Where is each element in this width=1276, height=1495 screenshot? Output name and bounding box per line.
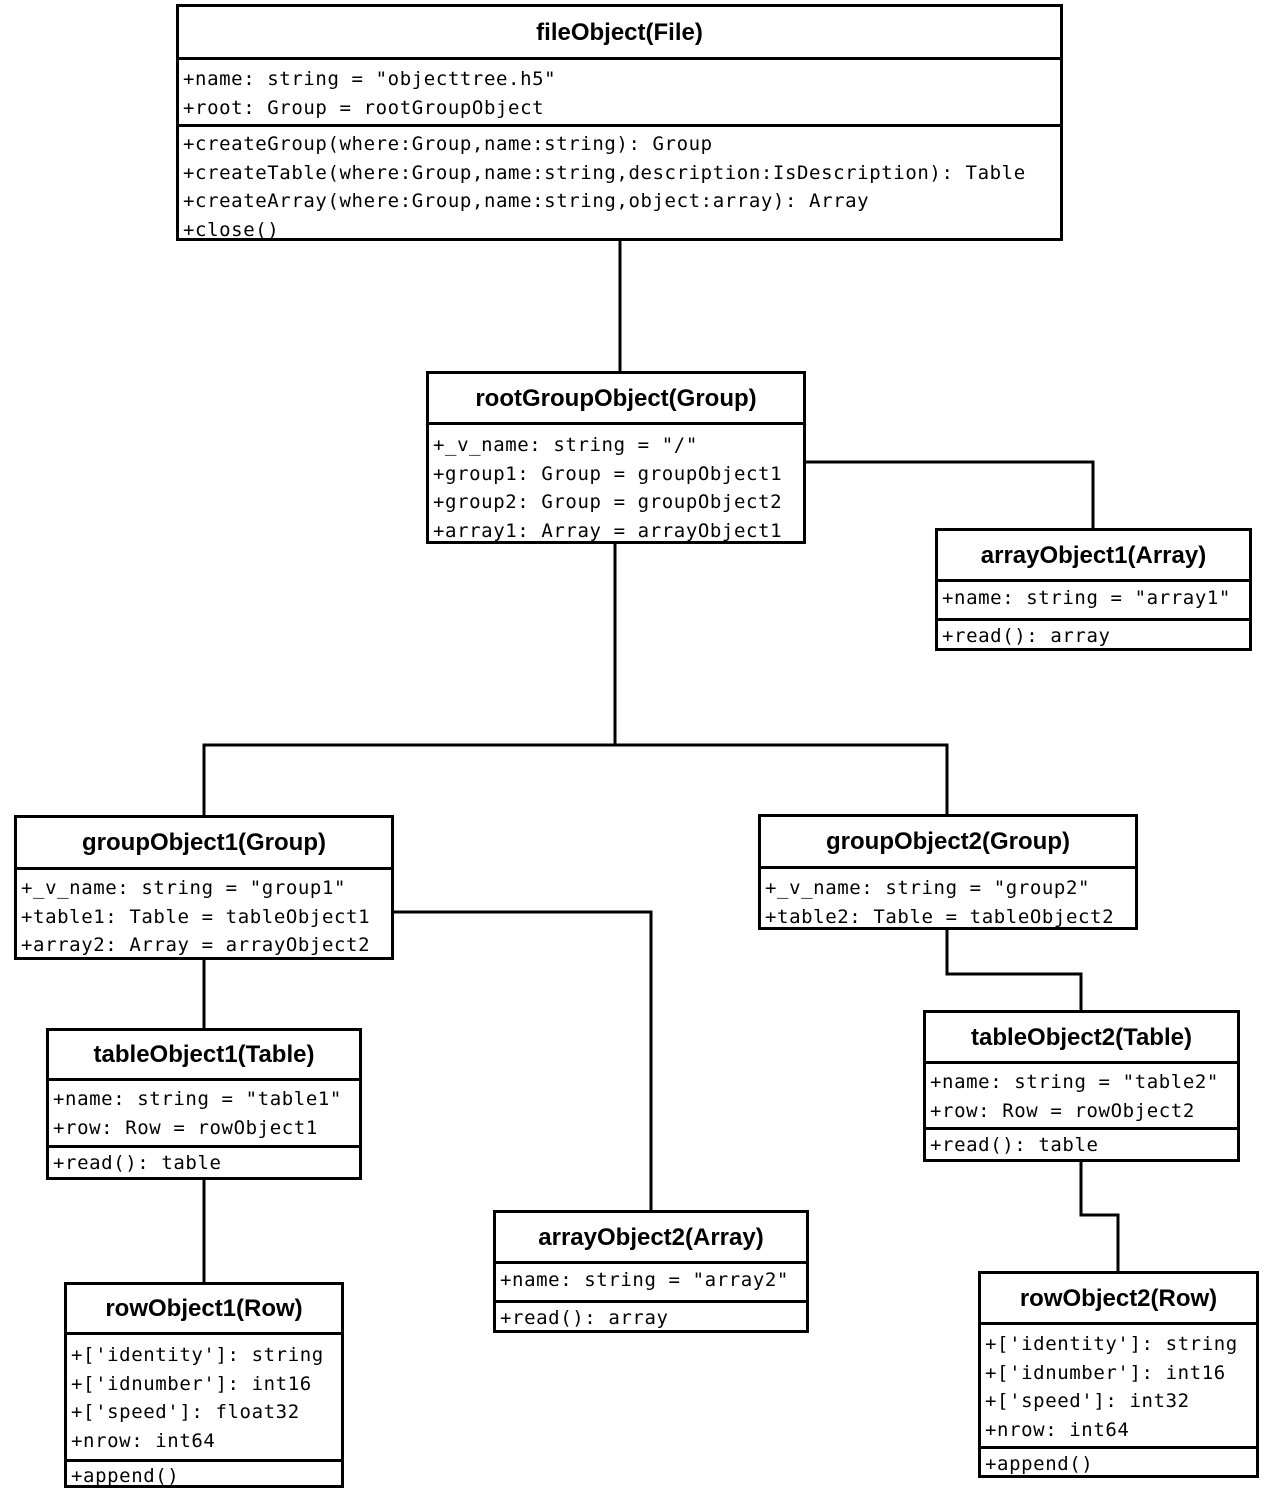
method-line: +read(): table xyxy=(930,1134,1099,1156)
methods-section xyxy=(496,1300,806,1337)
class-title: fileObject(File) xyxy=(179,7,1060,60)
connector-root-group1 xyxy=(204,745,615,816)
attributes-section xyxy=(938,582,1249,618)
class-title: groupObject2(Group) xyxy=(761,817,1135,869)
method-line: +read(): array xyxy=(500,1307,669,1329)
class-title: arrayObject1(Array) xyxy=(938,531,1249,582)
class-box-fileObject xyxy=(176,4,1063,241)
attribute-line: +nrow: int64 xyxy=(71,1429,216,1452)
attribute-line: +name: string = "array1" xyxy=(942,587,1231,609)
methods-section xyxy=(938,618,1249,655)
attribute-line: +_v_name: string = "/" xyxy=(433,434,698,456)
method-line: +append() xyxy=(71,1465,180,1487)
attribute-line: +table1: Table = tableObject1 xyxy=(21,905,371,928)
method-line: +createTable(where:Group,name:string,description:IsDescription): Table xyxy=(183,161,1026,184)
connector-root-group2 xyxy=(615,745,947,815)
connector-root-array1 xyxy=(804,462,1093,529)
class-box-arrayObject1 xyxy=(935,528,1252,651)
class-box-rootGroupObject xyxy=(426,371,806,544)
attributes-section xyxy=(17,870,391,964)
attribute-line: +row: Row = rowObject1 xyxy=(53,1116,318,1139)
connector-table2-row2 xyxy=(1081,1160,1118,1272)
class-title: tableObject1(Table) xyxy=(49,1031,359,1081)
connector-group1-array2 xyxy=(392,912,651,1211)
method-line: +read(): table xyxy=(53,1152,222,1174)
methods-section xyxy=(49,1145,359,1182)
class-title: rowObject2(Row) xyxy=(981,1274,1256,1325)
method-line: +close() xyxy=(183,218,280,241)
methods-section xyxy=(981,1446,1256,1483)
connector-group2-table2 xyxy=(947,928,1081,1011)
class-box-tableObject1 xyxy=(46,1028,362,1180)
attribute-line: +root: Group = rootGroupObject xyxy=(183,96,545,119)
attribute-line: +array2: Array = arrayObject2 xyxy=(21,934,371,956)
attribute-line: +group2: Group = groupObject2 xyxy=(433,491,783,513)
attribute-line: +nrow: int64 xyxy=(985,1418,1130,1441)
attributes-section xyxy=(981,1325,1256,1446)
method-line: +createArray(where:Group,name:string,object:array): Array xyxy=(183,190,870,212)
attribute-line: +_v_name: string = "group2" xyxy=(765,877,1091,899)
class-title: rootGroupObject(Group) xyxy=(429,374,803,425)
class-box-rowObject2 xyxy=(978,1271,1259,1478)
attribute-line: +['speed']: int32 xyxy=(985,1390,1190,1412)
attribute-line: +['idnumber']: int16 xyxy=(71,1372,312,1395)
method-line: +createGroup(where:Group,name:string): Group xyxy=(183,133,713,155)
class-box-rowObject1 xyxy=(64,1282,344,1488)
attribute-line: +['identity']: string xyxy=(985,1333,1238,1355)
class-box-groupObject1 xyxy=(14,815,394,960)
attribute-line: +table2: Table = tableObject2 xyxy=(765,905,1115,928)
class-title: arrayObject2(Array) xyxy=(496,1213,806,1264)
attributes-section xyxy=(926,1064,1237,1127)
class-title: rowObject1(Row) xyxy=(67,1285,341,1335)
attribute-line: +['identity']: string xyxy=(71,1344,324,1366)
attribute-line: +row: Row = rowObject2 xyxy=(930,1099,1195,1122)
class-box-tableObject2 xyxy=(923,1010,1240,1162)
attributes-section xyxy=(67,1335,341,1459)
class-title: groupObject1(Group) xyxy=(17,818,391,870)
attribute-line: +['idnumber']: int16 xyxy=(985,1361,1226,1384)
attribute-line: +name: string = "objecttree.h5" xyxy=(183,68,557,90)
attribute-line: +_v_name: string = "group1" xyxy=(21,877,347,899)
attributes-section xyxy=(496,1264,806,1300)
methods-section xyxy=(926,1127,1237,1164)
methods-section xyxy=(67,1459,341,1495)
method-line: +append() xyxy=(985,1453,1094,1475)
class-title: tableObject2(Table) xyxy=(926,1013,1237,1064)
class-box-arrayObject2 xyxy=(493,1210,809,1333)
methods-section xyxy=(179,124,1060,248)
attribute-line: +['speed']: float32 xyxy=(71,1401,300,1423)
attribute-line: +array1: Array = arrayObject1 xyxy=(433,519,783,542)
attribute-line: +name: string = "table2" xyxy=(930,1071,1219,1093)
class-box-groupObject2 xyxy=(758,814,1138,930)
attribute-line: +name: string = "array2" xyxy=(500,1269,789,1291)
method-line: +read(): array xyxy=(942,625,1111,647)
attributes-section xyxy=(761,869,1135,935)
attributes-section xyxy=(179,60,1060,124)
attribute-line: +group1: Group = groupObject1 xyxy=(433,462,783,485)
attribute-line: +name: string = "table1" xyxy=(53,1088,342,1110)
attributes-section xyxy=(429,425,803,549)
attributes-section xyxy=(49,1081,359,1145)
